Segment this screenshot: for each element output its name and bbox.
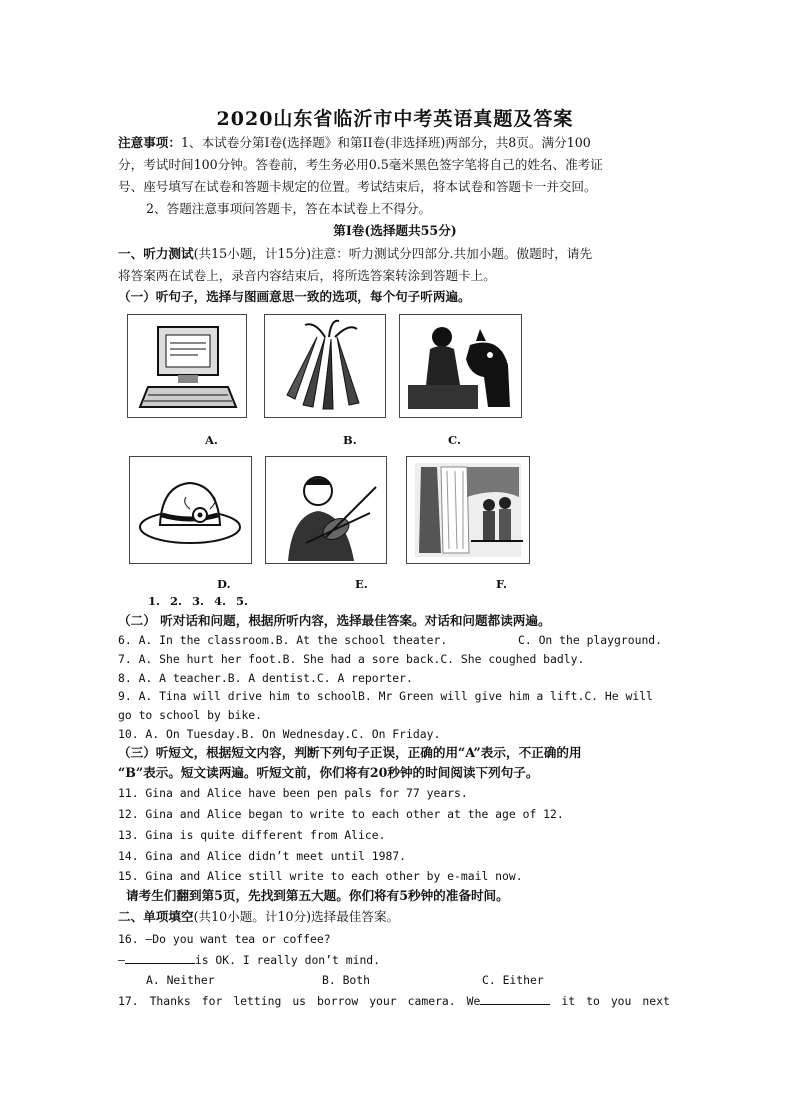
question-13: 13. Gina is quite different from Alice. [118,828,386,842]
question-9: 9. A. Tina will drive him to schoolB. Mr Green will give him a lift.C. He will [118,689,653,703]
subsection1-heading: （一）听句子，选择与图画意思一致的选项，每个句子听两遍。 [118,289,471,304]
turn-page-note: 请考生们翻到第5页，先找到第五大题。你们将有5秒钟的准备时间。 [126,888,509,903]
picture-f [406,456,530,564]
question-12: 12. Gina and Alice began to write to each other at the age of 12. [118,807,564,821]
option-c: C. Either [482,973,544,987]
question-9-cont: go to school by bike. [118,708,263,722]
picture-a [127,314,247,418]
violinist-icon [266,457,386,563]
picture-e [265,456,387,564]
picture-b [264,314,386,418]
question-6: 6. A. In the classroom.B. At the school theater. C. On the playground. [118,633,663,647]
answer-blank[interactable] [125,952,195,964]
question-8: 8. A. A teacher.B. A dentist.C. A reporter. [118,671,413,685]
option-b: B. Both [322,973,371,987]
question-14: 14. Gina and Alice didn’t meet until 1987. [118,849,407,863]
notice-line-4: 2、答题注意事项问答题卡，答在本试卷上不得分。 [146,201,432,216]
answer-blank[interactable] [480,993,550,1005]
option-a: A. Neither [146,973,215,987]
section2-heading: 二、单项填空(共10小题。计10分)选择最佳答案。 [118,909,400,924]
carrots-icon [265,315,385,417]
question-10: 10. A. On Tuesday.B. On Wednesday.C. On Friday. [118,727,441,741]
question-numbers: 1. 2. 3. 4. 5. [148,594,249,608]
notice-line-3: 号、座号填写在试卷和答题卡规定的位置。考试结束后，将本试卷和答题卡一并交回。 [118,179,597,194]
subsection2-heading: （二） 听对话和问题，根据所听内容，选择最佳答案。对话和问题都读两遍。 [118,613,551,628]
question-15: 15. Gina and Alice still write to each other by e-mail now. [118,869,523,883]
picture-d [129,456,252,564]
picture-b-label: B. [343,433,357,447]
picture-c-label: C. [448,433,461,447]
section1-line-2: 将答案两在试卷上，录音内容结束后，将所选答案转涂到答题卡上。 [118,268,496,283]
part1-title: 第Ⅰ卷(选择题共55分) [333,223,457,238]
picture-e-label: E. [355,577,368,591]
picture-a-label: A. [205,433,218,447]
question-11: 11. Gina and Alice have been pen pals for 77 years. [118,786,468,800]
horse-rider-icon [400,315,521,417]
notice-line-1: 注意事项：1、本试卷分第Ⅰ卷(选择题》和第II卷(非选择班)两部分，共8页。满分100 [118,135,591,150]
notice-label: 注意事项： [118,135,181,150]
notice-line-2: 分，考试时间100分钟。答卷前，考生务必用0.5毫米黑色签字笔将自己的姓名、准考证 [118,157,603,172]
computer-icon [128,315,246,417]
picture-c [399,314,522,418]
question-16: 16. —Do you want tea or coffee? [118,932,331,946]
question-16-answer: — is OK. I really don’t mind. [118,953,381,967]
subsection3-heading-cont: “B”表示。短文读两遍。听短文前，你们将有20秒钟的时间阅读下列句子。 [118,765,539,780]
question-17: 17. Thanks for letting us borrow your camera. We it to you next [118,994,670,1008]
hat-icon [130,457,251,563]
page-title: 2020山东省临沂市中考英语真题及答案 [216,108,574,130]
picture-f-label: F. [496,577,508,591]
picture-d-label: D. [217,577,231,591]
subsection3-heading: （三）听短文，根据短文内容，判断下列句子正误，正确的用“A”表示，不正确的用 [118,745,582,760]
section1-heading: 一、听力测试(共15小题，计15分)注意：听力测试分四部分.共加小题。傲题时，请先 [118,246,593,261]
question-7: 7. A. She hurt her foot.B. She had a sore back.C. She coughed badly. [118,652,585,666]
waterfall-icon [407,457,529,563]
